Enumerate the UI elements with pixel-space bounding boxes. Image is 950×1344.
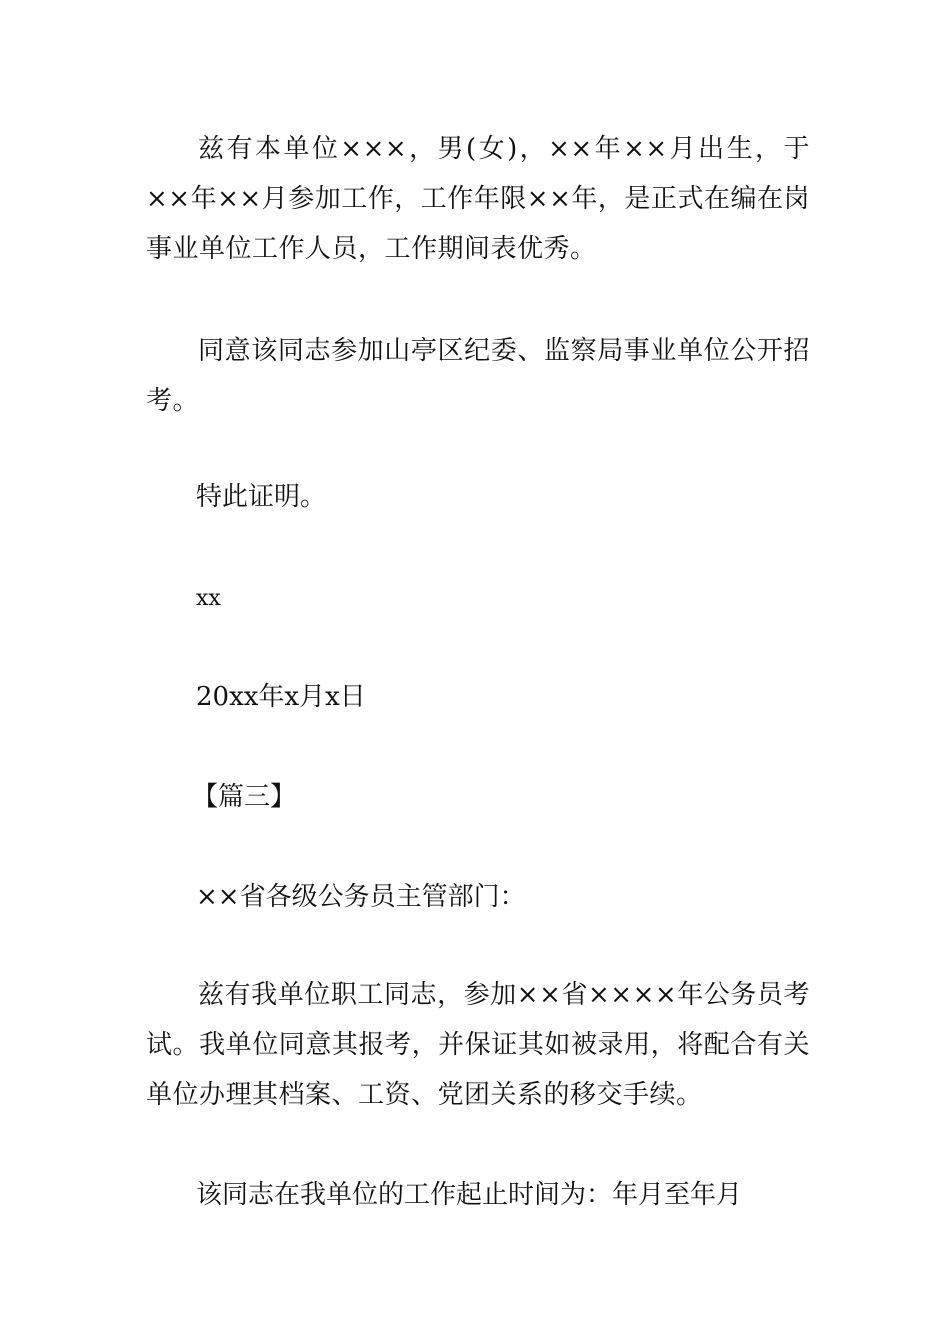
certificate-paragraph-employee-info: 兹有本单位×××，男(女)，××年××月出生，于××年××月参加工作，工作年限××年，是正式在编在岗事业单位工作人员，工作期间表优秀。: [146, 134, 810, 264]
certificate-closing-statement: 特此证明。: [196, 482, 327, 512]
section-heading: 【篇三】: [192, 782, 297, 812]
certificate-date: 20xx年x月x日: [196, 682, 366, 712]
certificate-signature: xx: [196, 586, 221, 611]
letter-salutation: ××省各级公务员主管部门：: [196, 882, 526, 912]
certificate-paragraph-consent: 同意该同志参加山亭区纪委、监察局事业单位公开招考。: [146, 336, 810, 416]
letter-paragraph-exam-consent: 兹有我单位职工同志，参加××省××××年公务员考试。我单位同意其报考，并保证其如被录用，将配合有关单位办理其档案、工资、党团关系的移交手续。: [146, 980, 810, 1110]
letter-paragraph-work-period: 该同志在我单位的工作起止时间为：年月至年月: [196, 1180, 743, 1210]
